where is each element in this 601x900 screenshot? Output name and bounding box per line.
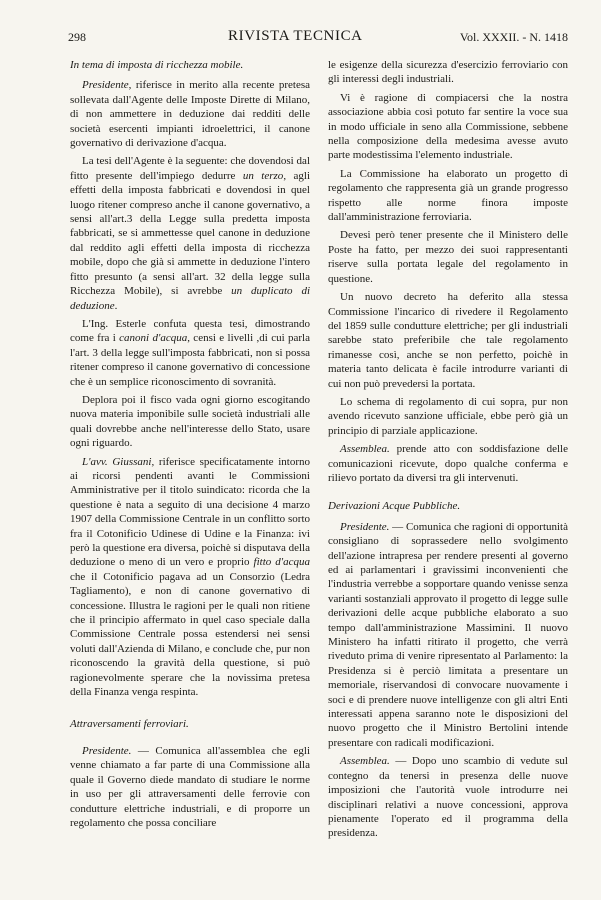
volume-number: Vol. XXXII. - N. 1418 (459, 30, 568, 44)
paragraph: La tesi dell'Agente è la seguente: che dovendosi dal fitto presente dell'impiego dedurre un terzo, agli effetti della imposta fabbricati e dovendosi in quel luogo ritener compreso anche il canone governativo, a sensi all'art.3 della Legge sulla predetta imposta fabbricati, se si ammettesse quel canone in deduzione dal reddito agli effetti della imposta di ricchezza mobile, dopo che già si ammette in deduzione l'intero fitto presunto (a sensi all'art. 32 della legge sulla Ricchezza Mobile), si avrebbe un duplicato di deduzione. (70, 155, 311, 312)
speaker-label: Assemblea. (340, 443, 390, 456)
journal-title: RIVISTA TECNICA (228, 28, 363, 44)
paragraph: Presidente, riferisce in merito alla recente pretesa sollevata dall'Agente delle Imposte Dirette di Milano, di non ammettere in deduzione dai redditi delle società esercenti impianti idroelettrici, il canone governativo di derivazione d'acqua. (70, 79, 310, 150)
speaker-label: Presidente. (82, 744, 132, 757)
speaker-label: Presidente. (340, 520, 390, 533)
page-number: 298 (68, 30, 86, 44)
paragraph: le esigenze della sicurezza d'esercizio ferroviario con gli interessi degli industriali. (328, 59, 568, 86)
paragraph: Assemblea. — Dopo uno scambio di vedute sul contegno da tenersi in presenza delle nuove imposizioni che l'autorità vuole introdurre nei disciplinari relativi a nuove concessioni, approva pienamente l'operato ed il programma della presidenza. (328, 755, 568, 840)
speaker-label: Presidente, (82, 79, 132, 92)
right-column (328, 58, 568, 845)
paragraph: Presidente. — Comunica all'assemblea che egli venne chiamato a far parte di una Commissione alla quale il Governo diede mandato di studiare le norme in uso per gli attraversamenti delle ferrovie con condutture elettriche industriali, e di proporre un regolamento che possa conciliare (70, 744, 310, 829)
section-heading-derivazioni: Derivazioni Acque Pubbliche. (328, 500, 461, 513)
left-column (70, 58, 310, 834)
paragraph: Deplora poi il fisco vada ogni giorno escogitando nuova materia imponibile sulle società industriali alle quali dovrebbe anche nell'interesse dello Stato, usare ogni riguardo. (70, 393, 310, 450)
paragraph: Lo schema di regolamento di cui sopra, pur non avendo ricevuto sanzione ufficiale, ebbe però già un principio di parziale applicazione. (328, 395, 568, 437)
speaker-label: Assemblea. (340, 755, 390, 768)
paragraph: Un nuovo decreto ha deferito alla stessa Commissione l'incarico di rivedere il Regolamento del 1859 sulle condutture elettriche; per gli industriali sarebbe stato preferibile che tale regolamento rimanesse così, anche se non perfetto, poichè in materia tanto delicata è facile introdurre varianti di cui non può prevedersi la portata. (328, 291, 568, 390)
paragraph: Vi è ragione di compiacersi che la nostra associazione abbia così potuto far sentire la voce sua in modo ufficiale in seno alla Commissione, sebbene nella composizione della medesima avesse avuto parte modestissima l'elemento industriale. (328, 91, 568, 162)
paragraph: L'avv. Giussani, riferisce specificatamente intorno ai ricorsi pendenti avanti le Commissioni Amministrative per il titolo suindicato: ricorda che la questione è nata a seguito di una decisione 4 marzo 1907 della Commissione Centrale in un conflitto sorto fra il Cotonificio Udinese di Udine e la Finanza: ivi però la questione era diversa, poichè si disputava della deduzione o meno di un vero e proprio fitto d'acqua che il Cotonificio pagava ad un Consorzio (Ledra Tagliamento), e non di canone governativo di concessione. Illustra le ragioni per le quali non ritiene che il principio affermato in quel caso speciale dalla Commissione Centrale possa estendersi nei sensi voluti dall'Azienda di Milano, e conclude che, pur non riconoscendo la gravità della questione, si può ragionevolmente sperare che la novissima pretesa della Finanza venga respinta. (70, 455, 310, 699)
paragraph: L'Ing. Esterle confuta questa tesi, dimostrando come fra i canoni d'acqua, censi e livelli ,di cui parla l'art. 3 della legge sull'imposta fabbricati, non si possa ritener compreso il canone governativo di concessione che è un semplice riconoscimento di sovranità. (70, 317, 310, 388)
paragraph: Presidente. — Comunica che ragioni di opportunità consigliano di soprassedere nello svolgimento dell'azione intrapresa per rendere presenti al governo ed ai parlamentari i gravissimi inconvenienti che l'industria verrebbe a sopportare quando venisse senza varianti sostanziali approvato il progetto di legge sulle derivazioni delle acque pubbliche elaborato a suo tempo dall'amministrazione Massimini. Il nuovo Ministero ha infatti ritirato il progetto, che verrà riveduto prima di venire ripresentato al Parlamento: la Presidenza si è perciò limitata a presentare un memoriale, riservandosi di convocare nuovamente i soci e di prendere nuove intelligenze con gli altri Enti interessati appena saranno note le disposizioni del nuovo progetto che il Ministro Bertolini intende presentare con radicali modificazioni. (328, 520, 568, 749)
paragraph: La Commissione ha elaborato un progetto di regolamento che rappresenta già un grande progresso rispetto alle norme finora imposte dall'amministrazione ferroviaria. (328, 167, 568, 224)
section-heading-attraversamenti: Attraversamenti ferroviari. (70, 718, 189, 731)
page-header (68, 28, 568, 46)
paragraph: Assemblea. prende atto con soddisfazione delle comunicazioni ricevute, dopo qualche conferma e rilievo portato da diversi tra gli intervenuti. (328, 443, 568, 484)
paragraph: Devesi però tener presente che il Ministero delle Poste ha fatto, per mezzo dei suoi rappresentanti riserve sulla portata legale del regolamento in questione. (328, 229, 568, 285)
section-heading-imposta: In tema di imposta di ricchezza mobile. (70, 59, 244, 71)
speaker-label: L'avv. Giussani, (82, 455, 155, 468)
